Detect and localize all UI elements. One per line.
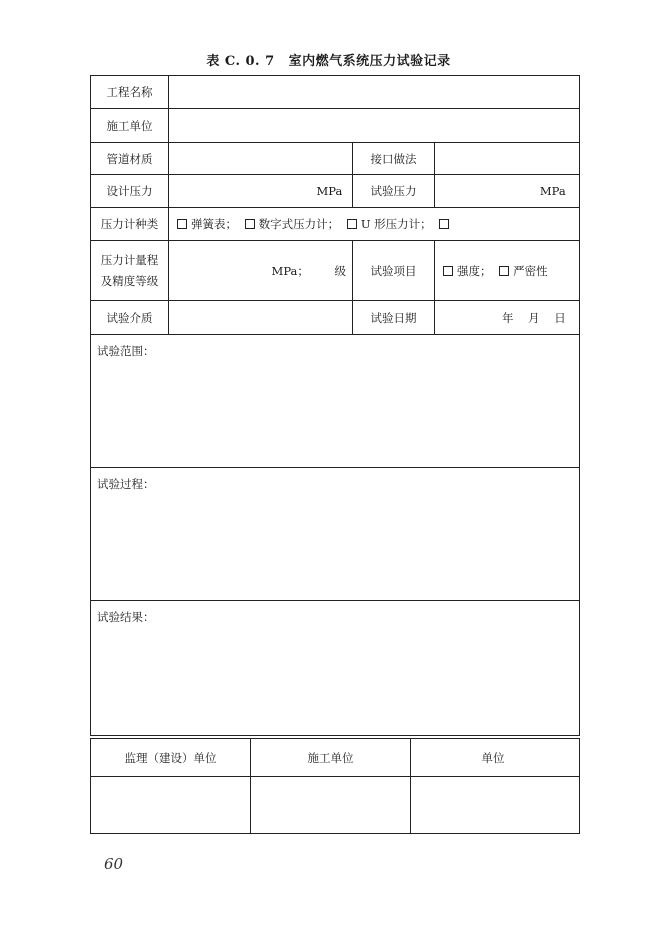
label-test-item: 试验项目 <box>353 241 435 301</box>
label-gauge-range-line1: 压力计量程 <box>100 252 159 267</box>
test-result-section[interactable] <box>91 601 580 736</box>
gauge-range-unit: MPa； <box>271 263 309 278</box>
label-joint-method: 接口做法 <box>353 143 435 175</box>
checkbox-tightness[interactable] <box>499 266 509 276</box>
label-test-result: 试验结果： <box>97 610 155 624</box>
sig-label-supervision: 监理（建设）单位 <box>91 739 251 777</box>
test-process-section[interactable] <box>91 468 580 601</box>
design-pressure-unit: MPa <box>316 184 343 198</box>
label-test-date: 试验日期 <box>353 301 435 335</box>
checkbox-other-gauge[interactable] <box>439 219 449 229</box>
label-gauge-range-line2: 及精度等级 <box>100 273 159 288</box>
value-pipe-material[interactable] <box>169 143 353 175</box>
option-digital-gauge: 数字式压力计； <box>258 217 340 231</box>
sig-label-construction: 施工单位 <box>251 739 411 777</box>
pressure-test-form <box>90 75 580 736</box>
page-number: 60 <box>104 855 124 873</box>
sig-box-unit[interactable] <box>411 777 580 834</box>
value-design-pressure[interactable] <box>169 175 353 208</box>
sig-box-construction[interactable] <box>251 777 411 834</box>
value-test-medium[interactable] <box>169 301 353 335</box>
sig-box-supervision[interactable] <box>91 777 251 834</box>
label-construction-unit: 施工单位 <box>91 109 169 143</box>
value-test-date[interactable] <box>435 301 580 335</box>
option-strength: 强度； <box>457 263 492 278</box>
date-month: 月 <box>528 310 540 325</box>
label-design-pressure: 设计压力 <box>91 175 169 208</box>
value-construction-unit[interactable] <box>169 109 580 143</box>
checkbox-spring-gauge[interactable] <box>177 219 187 229</box>
checkbox-digital-gauge[interactable] <box>245 219 255 229</box>
value-gauge-range[interactable] <box>169 241 353 301</box>
test-scope-section[interactable] <box>91 335 580 468</box>
option-u-tube-gauge: U 形压力计； <box>360 217 432 231</box>
checkbox-u-tube-gauge[interactable] <box>347 219 357 229</box>
option-spring-gauge: 弹簧表； <box>191 217 237 231</box>
option-tightness: 严密性 <box>513 263 548 278</box>
label-pipe-material: 管道材质 <box>91 143 169 175</box>
signature-table <box>90 738 580 834</box>
table-code: 表 C. 0. 7 <box>206 54 275 69</box>
label-test-pressure: 试验压力 <box>353 175 435 208</box>
label-test-scope: 试验范围： <box>97 344 155 358</box>
gauge-grade-unit: 级 <box>334 263 346 278</box>
value-joint-method[interactable] <box>435 143 580 175</box>
date-year: 年 <box>501 310 514 325</box>
gauge-type-options <box>169 208 580 241</box>
test-item-options <box>435 241 580 301</box>
value-project-name[interactable] <box>169 76 580 109</box>
value-test-pressure[interactable] <box>435 175 580 208</box>
date-day: 日 <box>554 310 566 325</box>
label-test-medium: 试验介质 <box>91 301 169 335</box>
label-gauge-type: 压力计种类 <box>91 208 169 241</box>
test-pressure-unit: MPa <box>539 184 566 198</box>
checkbox-strength[interactable] <box>443 266 453 276</box>
table-title: 室内燃气系统压力试验记录 <box>288 54 451 69</box>
label-test-process: 试验过程： <box>97 477 155 491</box>
label-project-name: 工程名称 <box>91 76 169 109</box>
page-title <box>0 50 657 69</box>
sig-label-unit: 单位 <box>411 739 580 777</box>
label-gauge-range <box>91 241 169 301</box>
